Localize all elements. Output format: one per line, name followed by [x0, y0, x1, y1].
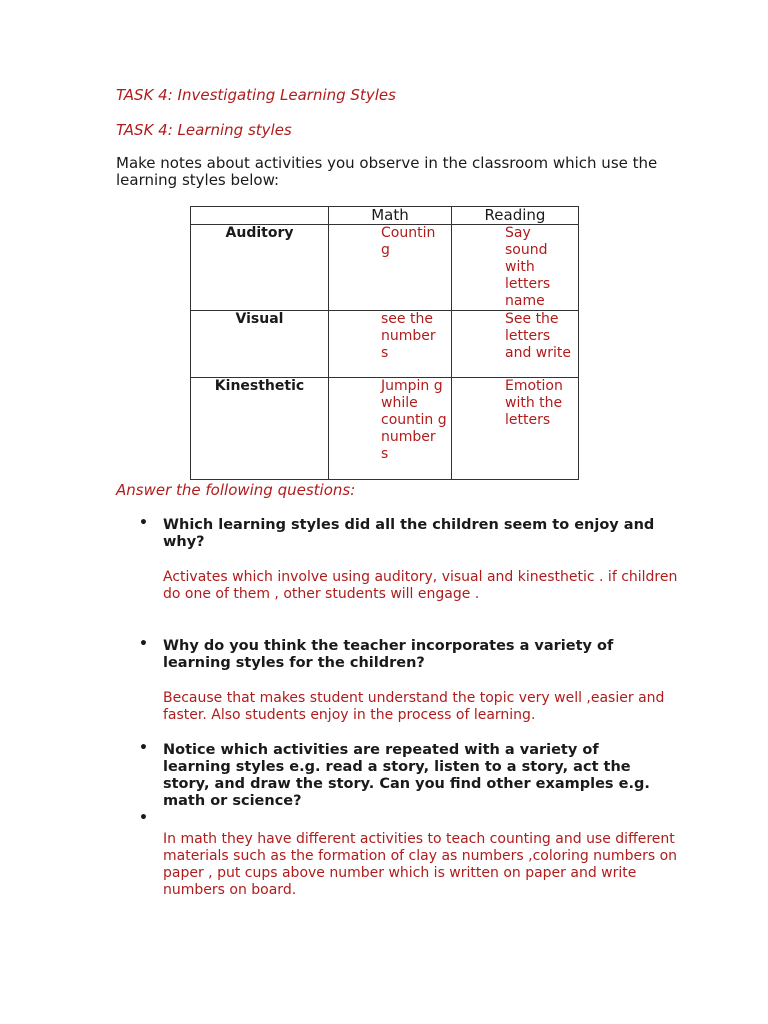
answer-1: Activates which involve using auditory, visual and kinesthetic . if children do one of them , other students will engage . [163, 569, 678, 602]
header-reading: Reading [452, 207, 579, 225]
math-cell [329, 311, 452, 378]
bullet-icon: • [139, 740, 148, 756]
task-title-investigating: TASK 4: Investigating Learning Styles [116, 86, 396, 104]
table-row-kinesthetic [191, 378, 579, 480]
bullet-icon: • [139, 515, 148, 531]
reading-auditory-text: Say sound with letters name [505, 225, 551, 309]
task-title-learning-styles: TASK 4: Learning styles [116, 121, 292, 139]
question-3: Notice which activities are repeated with a variety of learning styles e.g. read a story, listen to a story, act the story, and draw the story. Can you find other examples e.g. math or science? [163, 742, 650, 809]
bullet-icon: • [139, 636, 148, 652]
math-cell [329, 378, 452, 480]
reading-kinesthetic-text: Emotion with the letters [505, 378, 563, 428]
answer-heading: Answer the following questions: [116, 481, 356, 499]
question-2: Why do you think the teacher incorporates a variety of learning styles for the children? [163, 638, 614, 671]
style-visual: Visual [191, 311, 329, 378]
table-row-visual [191, 311, 579, 378]
style-kinesthetic: Kinesthetic [191, 378, 329, 480]
answer-2: Because that makes student understand the topic very well ,easier and faster. Also students enjoy in the process of learning. [163, 690, 665, 723]
math-auditory-text: Countin g [381, 225, 436, 258]
bullet-icon: • [139, 810, 148, 826]
header-math: Math [329, 207, 452, 225]
learning-styles-table [190, 206, 579, 480]
table-header-row [191, 207, 579, 225]
math-cell [329, 225, 452, 311]
math-kinesthetic-text: Jumpin g while countin g number s [381, 378, 447, 462]
header-empty [191, 207, 329, 225]
math-visual-text: see the number s [381, 311, 436, 361]
reading-cell [452, 378, 579, 480]
intro-instructions: Make notes about activities you observe in the classroom which use the learning styles below: [116, 154, 658, 189]
reading-cell [452, 225, 579, 311]
reading-cell [452, 311, 579, 378]
reading-visual-text: See the letters and write [505, 311, 571, 361]
question-1: Which learning styles did all the children seem to enjoy and why? [163, 517, 655, 550]
table-row-auditory [191, 225, 579, 311]
answer-3: In math they have different activities to teach counting and use different materials such as the formation of clay as numbers ,coloring numbers on paper , put cups above number which is written on paper and write numbers on board. [163, 831, 678, 898]
style-auditory: Auditory [191, 225, 329, 311]
